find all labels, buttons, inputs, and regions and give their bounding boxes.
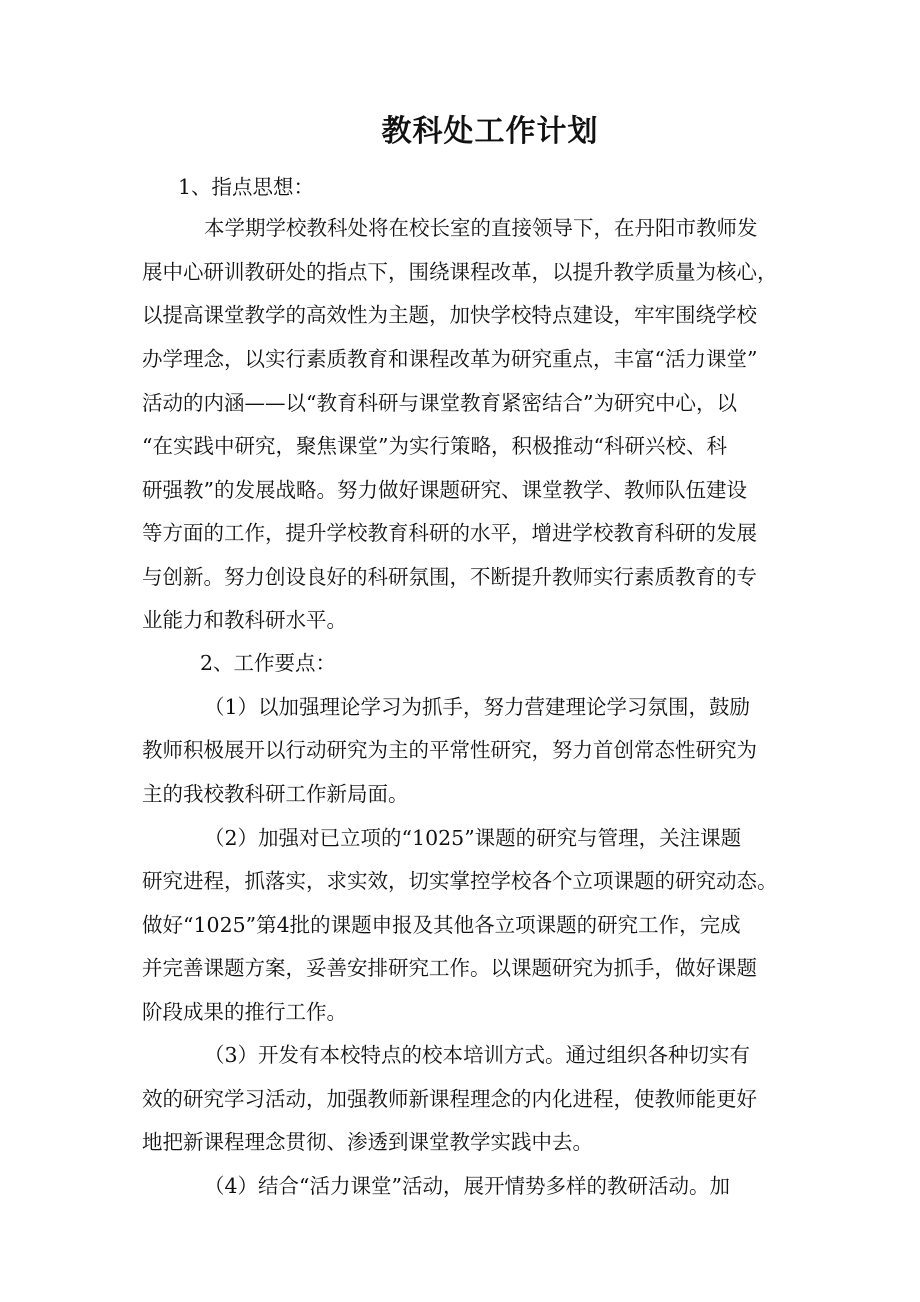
paragraph-line: （3）开发有本校特点的校本培训方式。通过组织各种切实有 xyxy=(204,1043,751,1067)
section-heading: 1、指点思想： xyxy=(178,175,315,199)
paragraph-line: 展中心研训教研处的指点下，围绕课程改革，以提升教学质量为核心， xyxy=(142,260,778,284)
paragraph-line: 活动的内涵——以“教育科研与课堂教育紧密结合”为研究中心，以 xyxy=(142,391,737,415)
paragraph-line: （2）加强对已立项的“1025”课题的研究与管理，关注课题 xyxy=(204,826,742,850)
paragraph-line: 并完善课题方案，妥善安排研究工作。以课题研究为抓手，做好课题 xyxy=(142,956,757,980)
paragraph-line: （1）以加强理论学习为抓手，努力营建理论学习氛围，鼓励 xyxy=(204,695,751,719)
paragraph-line: 地把新课程理念贯彻、渗透到课堂教学实践中去。 xyxy=(142,1130,593,1154)
paragraph-line: 主的我校教科研工作新局面。 xyxy=(142,782,409,806)
section-heading: 2、工作要点： xyxy=(200,651,337,675)
paragraph-line: 业能力和教科研水平。 xyxy=(142,608,347,632)
paragraph-line: 研强教”的发展战略。努力做好课题研究、课堂教学、教师队伍建设 xyxy=(142,478,747,502)
paragraph-line: 以提高课堂教学的高效性为主题，加快学校特点建设，牢牢围绕学校 xyxy=(142,303,757,327)
document-title: 教科处工作计划 xyxy=(381,114,599,149)
paragraph-line: （4）结合“活力课堂”活动，展开情势多样的教研活动。加 xyxy=(204,1174,731,1198)
paragraph-line: 阶段成果的推行工作。 xyxy=(142,1000,347,1024)
paragraph-line: 教师积极展开以行动研究为主的平常性研究，努力首创常态性研究为 xyxy=(142,738,757,762)
paragraph-line: “在实践中研究，聚焦课堂”为实行策略，积极推动“科研兴校、科 xyxy=(142,434,727,458)
paragraph-line: 办学理念，以实行素质教育和课程改革为研究重点，丰富“活力课堂” xyxy=(142,347,758,371)
paragraph-line: 与创新。努力创设良好的科研氛围，不断提升教师实行素质教育的专 xyxy=(142,565,757,589)
paragraph-line: 本学期学校教科处将在校长室的直接领导下，在丹阳市教师发 xyxy=(204,216,758,240)
paragraph-line: 效的研究学习活动，加强教师新课程理念的内化进程，使教师能更好 xyxy=(142,1087,757,1111)
paragraph-line: 研究进程，抓落实，求实效，切实掌控学校各个立项课题的研究动态。 xyxy=(142,869,778,893)
paragraph-line: 做好“1025”第4批的课题申报及其他各立项课题的研究工作，完成 xyxy=(142,913,741,937)
paragraph-line: 等方面的工作，提升学校教育科研的水平，增进学校教育科研的发展 xyxy=(142,521,757,545)
